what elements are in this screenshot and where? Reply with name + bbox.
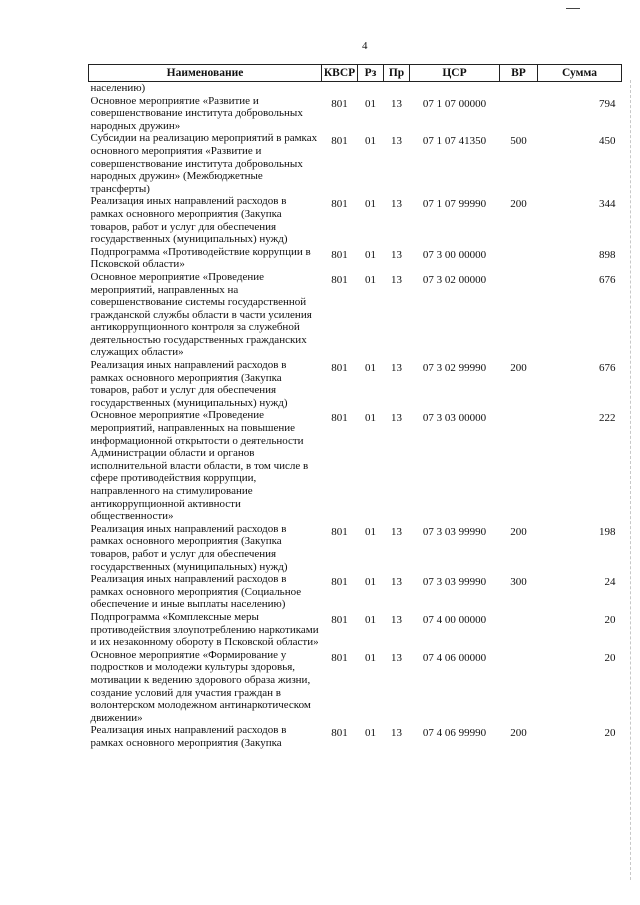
cell-name: Подпрограмма «Противодействие коррупции в Псковской области» [90,245,311,271]
cell-csr: 07 3 02 00000 [422,273,487,286]
cell-pr: 13 [391,576,402,589]
cell-kvsr: 801 [331,362,348,375]
cell-kvsr: 801 [331,576,348,589]
table-row [89,523,622,573]
cell-name: Реализация иных направлений расходов в рамках основного мероприятия (Закупка товаров, работ и услуг для обеспечения государственных (муниципальных) нужд) [90,522,288,573]
table-row [89,611,622,649]
cell-kvsr [322,82,358,95]
cell-csr: 07 3 03 99990 [422,576,487,589]
cell-vr: 200 [510,362,527,375]
cell-rz: 01 [365,97,376,110]
cell-pr: 13 [391,525,402,538]
cell-rz: 01 [365,135,376,148]
table-row [89,95,622,133]
cell-sum: 344 [599,198,616,211]
cell-sum: 20 [604,613,616,626]
cell-name: Субсидии на реализацию мероприятий в рамках основного мероприятия «Развитие и совершенствование института добровольных народных дружин» (Межбюджетные трансферты) [90,132,318,195]
table-row [89,271,622,359]
cell-vr [500,82,538,95]
cell-csr: 07 3 03 99990 [422,525,487,538]
table-row [89,82,622,95]
cell-csr: 07 1 07 00000 [422,97,487,110]
scan-edge-line [630,80,632,880]
cell-csr: 07 3 03 00000 [422,412,487,425]
header-kvsr: КВСР [322,65,358,82]
scan-mark [566,8,580,9]
table-row [89,246,622,271]
cell-csr [410,82,500,95]
cell-vr: 200 [510,727,527,740]
table-row [89,359,622,409]
cell-sum: 898 [599,248,616,261]
cell-kvsr: 801 [331,135,348,148]
cell-rz: 01 [365,651,376,664]
cell-rz: 01 [365,198,376,211]
cell-csr: 07 3 02 99990 [422,362,487,375]
cell-kvsr: 801 [331,651,348,664]
table-row [89,724,622,749]
cell-kvsr: 801 [331,198,348,211]
cell-name: Подпрограмма «Комплексные меры противодействия злоупотреблению наркотиками и их незаконному обороту в Псковской области» [90,610,319,649]
cell-rz: 01 [365,362,376,375]
cell-vr [500,271,538,359]
cell-kvsr: 801 [331,273,348,286]
cell-rz: 01 [365,727,376,740]
cell-rz: 01 [365,248,376,261]
cell-name: Реализация иных направлений расходов в рамках основного мероприятия (Закупка [90,724,287,749]
cell-pr: 13 [391,97,402,110]
cell-vr: 200 [510,198,527,211]
cell-pr: 13 [391,613,402,626]
cell-vr [500,246,538,271]
cell-pr: 13 [391,198,402,211]
cell-name: Основное мероприятие «Развитие и совершенствование института добровольных народных дружин» [90,94,303,132]
cell-sum: 676 [599,273,616,286]
cell-name: населению) [90,82,146,94]
cell-csr: 07 1 07 99990 [422,198,487,211]
cell-pr [384,82,410,95]
cell-sum [538,82,622,95]
header-pr: Пр [384,65,410,82]
cell-vr [500,611,538,649]
cell-rz [358,82,384,95]
cell-kvsr: 801 [331,613,348,626]
table-row [89,573,622,611]
cell-kvsr: 801 [331,412,348,425]
cell-sum: 450 [599,135,616,148]
cell-sum: 222 [599,412,616,425]
cell-sum: 198 [599,525,616,538]
cell-vr [500,409,538,522]
cell-rz: 01 [365,412,376,425]
cell-vr [500,649,538,725]
cell-kvsr: 801 [331,97,348,110]
cell-name: Основное мероприятие «Формирование у подростков и молодежи культуры здоровья, мотивации к ведению здорового образа жизни, создание условий для участия граждан в волонтерском молодежном антинаркотическом движении» [90,648,311,724]
budget-table [88,64,622,749]
cell-csr: 07 4 00 00000 [422,613,487,626]
cell-kvsr: 801 [331,525,348,538]
cell-vr: 200 [510,525,527,538]
cell-sum: 794 [599,97,616,110]
cell-sum: 24 [604,576,616,589]
cell-pr: 13 [391,248,402,261]
cell-pr: 13 [391,727,402,740]
table-row [89,195,622,245]
cell-pr: 13 [391,412,402,425]
cell-csr: 07 3 00 00000 [422,248,487,261]
cell-sum: 20 [604,651,616,664]
cell-pr: 13 [391,135,402,148]
cell-pr: 13 [391,362,402,375]
cell-name: Основное мероприятие «Проведение мероприятий, направленных на совершенствование системы государственной гражданской службы области в части усиления антикоррупционного контроля за служебной деятельностью государственных гражданских служащих области» [90,270,312,359]
cell-kvsr: 801 [331,727,348,740]
cell-pr: 13 [391,273,402,286]
cell-pr: 13 [391,651,402,664]
cell-rz: 01 [365,273,376,286]
cell-rz: 01 [365,576,376,589]
cell-name: Реализация иных направлений расходов в рамках основного мероприятия (Закупка товаров, работ и услуг для обеспечения государственных (муниципальных) нужд) [90,195,288,246]
cell-name: Реализация иных направлений расходов в рамках основного мероприятия (Социальное обеспечение и иные выплаты населению) [90,573,302,611]
cell-name: Основное мероприятие «Проведение мероприятий, направленных на повышение информационной открытости о деятельности Администрации области и органов исполнительной власти области, в том числе в сфере противодействия коррупции, направленного на стимулирование антикоррупционной активности общественности» [90,409,309,523]
cell-sum: 676 [599,362,616,375]
header-rz: Рз [358,65,384,82]
header-name: Наименование [89,65,322,82]
table-row [89,132,622,195]
cell-rz: 01 [365,613,376,626]
table-header [89,65,622,82]
table-body [89,82,622,750]
cell-sum: 20 [604,727,616,740]
header-csr: ЦСР [410,65,500,82]
cell-csr: 07 4 06 99990 [422,727,487,740]
cell-name: Реализация иных направлений расходов в рамках основного мероприятия (Закупка товаров, работ и услуг для обеспечения государственных (муниципальных) нужд) [90,359,288,409]
header-vr: ВР [500,65,538,82]
cell-vr: 300 [510,576,527,589]
table-row [89,649,622,725]
cell-csr: 07 1 07 41350 [422,135,487,148]
cell-vr [500,95,538,133]
cell-kvsr: 801 [331,248,348,261]
cell-csr: 07 4 06 00000 [422,651,487,664]
cell-vr: 500 [510,135,527,148]
cell-rz: 01 [365,525,376,538]
table-row [89,409,622,522]
header-sum: Сумма [538,65,622,82]
page-number: 4 [362,40,368,52]
